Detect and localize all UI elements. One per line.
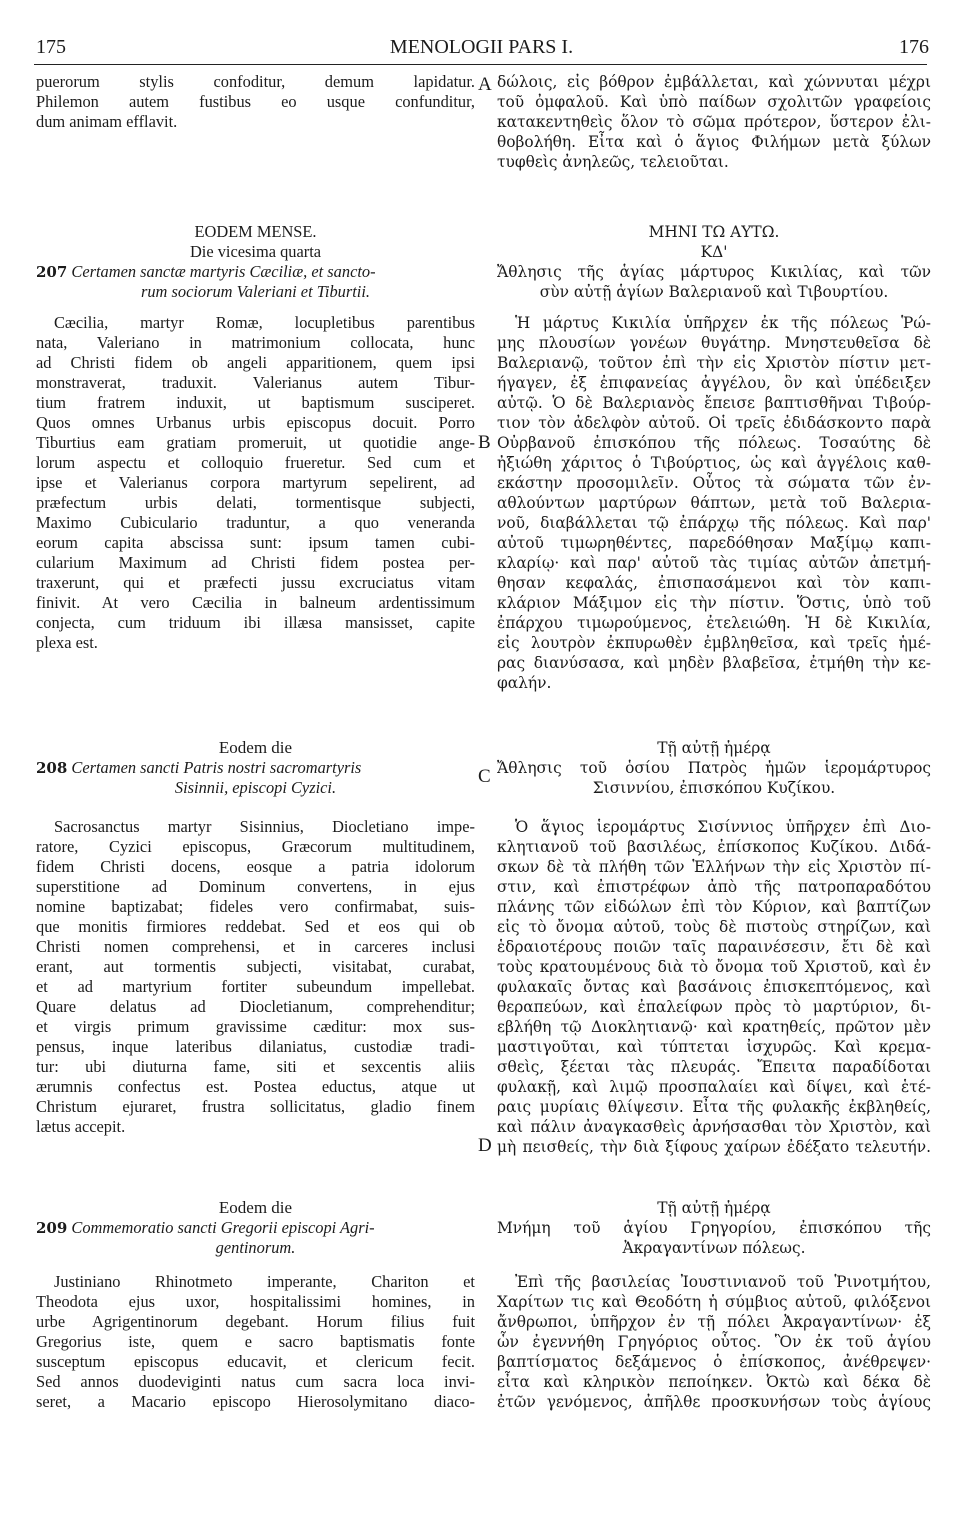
paragraph-line: finivit. At vero Cæcilia in balneum ardentissimum: [36, 593, 475, 612]
paragraph-line: erant, aut tormentis subjecti, visitabat, curabat,: [36, 957, 475, 976]
paragraph-line: εἶτα καὶ κληρικὸν πεποίηκεν. Ὀκτὼ καὶ δέκα δὲ: [497, 1373, 931, 1391]
paragraph-line: cularium Maximum ad Christi fidem postea per-: [36, 553, 475, 572]
paragraph-line: traxerunt, qui et præfecti jussu excruciatus vitam: [36, 573, 475, 592]
paragraph-line: εἰς τὸ ὄνομα αὐτοῦ, τοὺς δὲ πιστοὺς στηρίζων, καὶ: [497, 918, 931, 936]
latin-intro-line: puerorum stylis confoditur, demum lapidatur.: [36, 72, 475, 91]
paragraph-line: ἄνθρωποι, ὑπῆρχον ἐν τῇ πόλει Ἀκραγαντίνων· ἐξ: [497, 1313, 931, 1331]
paragraph-line: ad Christi fidem ob angeli apparitionem, quem ipsi: [36, 353, 475, 372]
paragraph-line: Quare delatus ad Diocletianum, comprehenditur;: [36, 997, 475, 1016]
paragraph-line: κλάριον Μάξιμον εἰς τὴν πίστιν. Ὅστις, ὑπὸ τοῦ: [497, 594, 931, 612]
paragraph-line: τοὺς κρατουμένους διὰ τὸ ὄνομα τοῦ Χριστοῦ, καὶ ἐν: [497, 958, 931, 976]
paragraph-line: μης πλουσίων γονέων θυγάτηρ. Μνηστευθεῖσα δὲ: [497, 334, 931, 352]
paragraph-line: σκων δὲ τὰ πλήθη τῶν Ἑλλήνων τὴν εἰς Χριστὸν πί-: [497, 858, 931, 876]
day-heading: Τῇ αὐτῇ ἡμέρᾳ: [657, 739, 771, 757]
month-heading: EODEM MENSE.: [194, 222, 317, 241]
latin-intro-line: dum animam efflavit.: [36, 112, 178, 131]
paragraph-line: nomine baptizabat; fideles vero confirmabat, suis-: [36, 897, 475, 916]
section-title: Ἄθλησις τῆς ἁγίας μάρτυρος Κικιλίας, καὶ τῶν: [497, 263, 931, 281]
paragraph-line: εβλήθη τῷ Διοκλητιανῷ· καὶ κρατηθείς, πρῶτον μὲν: [497, 1018, 931, 1036]
paragraph-line: τιον τὸν ἀδελφὸν αὐτοῦ. Οἱ τρεῖς ἐδιδάσκοντο παρὰ: [497, 414, 931, 432]
paragraph-line: εἰς λουτρὸν ἐκπυρωθὲν ἐμβληθεῖσα, καὶ τρεῖς ἡμέ-: [497, 634, 931, 652]
paragraph-line: Christi nomen comprehensi, et in carceres inclusi: [36, 937, 475, 956]
paragraph-line: conjecta, cum triduum ibi illæsa mansisset, capite: [36, 613, 475, 632]
latin-section-209: [36, 1198, 475, 1412]
paragraph-line: ipse et Valerianus corpora martyrum sepelirent, ad: [36, 473, 475, 492]
paragraph-line: eorum capita abscissa sunt: ipsum tamen cubi-: [36, 533, 475, 552]
header-rule: [34, 64, 927, 65]
section-number: 209: [36, 1219, 68, 1237]
paragraph-line: βαπτίσματος δεξάμενος ὁ ἐπίσκοπος, ἀνέθρεψεν·: [497, 1353, 931, 1371]
left-page-number: 175: [36, 36, 66, 58]
paragraph-line: ἑδραιοτέρους ποιῶν ταῖς παραινέσεσιν, ἔτι δὲ καὶ: [497, 938, 931, 956]
latin-section-208: [36, 738, 475, 1137]
section-title-cont: σὺν αὐτῇ ἁγίων Βαλεριανοῦ καὶ Τιβουρτίου.: [539, 283, 889, 301]
paragraph-line: φυλακαῖς ὄντας καὶ βασάνοις ἐπισκεπτόμενος, καὶ: [497, 978, 931, 996]
paragraph-line: εκάστην προσομιλεῖν. Οὗτος τὰ σώματα τῶν ἐν-: [497, 474, 931, 492]
paragraph-line: Sacrosanctus martyr Sisinnius, Diocletiano impe-: [54, 817, 475, 836]
latin-section-207: [36, 222, 475, 653]
greek-intro-line: δώλοις, εἰς βόθρον ἐμβάλλεται, καὶ χώννυται μέχρι: [497, 73, 931, 91]
paragraph-line: Gregorius iste, quem e sacro baptismatis fonte: [36, 1332, 475, 1351]
paragraph-line: præfectum urbis delati, tormentisque subjecti,: [36, 493, 475, 512]
paragraph-line: Cæcilia, martyr Romæ, locupletibus parentibus: [54, 313, 475, 332]
paragraph-line: Ὁ ἅγιος ἱερομάρτυς Σισίννιος ὑπῆρχεν ἐπὶ Διο-: [515, 818, 931, 836]
section-title: 208 Certamen sancti Patris nostri sacromartyris: [36, 758, 362, 777]
paragraph-line: Βαλεριανῷ, τοῦτον ἐπὶ τὴν εἰς Χριστὸν πίστιν μετ-: [497, 354, 931, 372]
paragraph-line: plexa est.: [36, 633, 98, 652]
greek-intro-line: τοῦ ὀμφαλοῦ. Καὶ ὑπὸ παίδων σχολιτῶν γραφείοις: [497, 93, 931, 111]
section-title-cont: gentinorum.: [215, 1238, 296, 1257]
paragraph-line: ἐπάρχου τιμωρούμενος, ἐτελειώθη. Ἡ δὲ Κικιλία,: [497, 614, 931, 632]
month-heading: ΜΗΝΙ ΤΩ ΑΥΤΩ.: [648, 223, 780, 241]
paragraph-line: ραις μυρίαις θλίψεσιν. Εἶτα τῆς φυλακῆς ἐκβληθείς,: [497, 1098, 931, 1116]
paragraph-line: Ἡ μάρτυς Κικιλία ὑπῆρχεν ἐκ τῆς πόλεως Ῥώ-: [515, 314, 931, 332]
greek-intro-line: τυφθεὶς ἀνηλεῶς, τελειοῦται.: [497, 153, 729, 171]
paragraph-line: Ἐπὶ τῆς βασιλείας Ἰουστινιανοῦ τοῦ Ῥινοτμήτου,: [515, 1273, 931, 1291]
greek-section-208: [497, 738, 931, 1157]
paragraph-line: Οὐρβανοῦ ἐπισκόπου τῆς πόλεως. Τοσαύτης δὲ: [497, 434, 931, 452]
paragraph-line: μὴ πεισθείς, τὴν διὰ ξίφους χαίρων ἐδέξατο τελευτήν.: [497, 1138, 931, 1156]
paragraph-line: νοῦ, διαβάλλεται τῷ ἐπάρχῳ τῆς πόλεως. Καὶ παρ': [497, 514, 931, 532]
paragraph-line: καὶ πάλιν ἀναγκασθεὶς ἀρνήσασθαι τὸν Χριστὸν, καὶ: [497, 1118, 931, 1136]
latin-intro: [36, 72, 475, 132]
paragraph-line: φυλακῇ, καὶ λιμῷ προσπαλαίει καὶ δίψει, καὶ ἑτέ-: [497, 1078, 931, 1096]
paragraph-line: Justiniano Rhinotmeto imperante, Chariton et: [54, 1272, 475, 1291]
right-page-number: 176: [899, 36, 929, 58]
greek-section-207: [497, 222, 931, 693]
paragraph-line: que monitis firmiores reddebat. Sed et eos qui ob: [36, 917, 475, 936]
paragraph-line: seret, a Macario episcopo Hierosolymitano diaco-: [36, 1392, 475, 1411]
paragraph-line: et ad martyrium fortiter subeundum impellebat.: [36, 977, 475, 996]
margin-letter-a: A: [478, 74, 492, 95]
day-heading: Τῇ αὐτῇ ἡμέρᾳ: [657, 1199, 771, 1217]
paragraph-line: αὐτοῦ τιμωρηθέντες, παρεδόθησαν Μαξίμῳ καπι-: [497, 534, 931, 552]
latin-intro-line: Philemon autem fustibus eo usque confunditur,: [36, 92, 475, 111]
paragraph-line: et virgis primum gravissime cæditur: mox sus-: [36, 1017, 475, 1036]
section-title: Μνήμη τοῦ ἁγίου Γρηγορίου, ἐπισκόπου τῆς: [497, 1219, 931, 1237]
paragraph-line: lorum aspectu et colloquio frueretur. Sed cum et: [36, 453, 475, 472]
margin-letter-d: D: [478, 1135, 492, 1156]
paragraph-line: urbe Agrigentinorum degebant. Horum filius fuit: [36, 1312, 475, 1331]
margin-letter-c: C: [478, 766, 491, 787]
paragraph-line: ærumnis confectus est. Postea eductus, atque ut: [36, 1077, 475, 1096]
paragraph-line: nata, Valeriano in matrimonium collocata, hunc: [36, 333, 475, 352]
paragraph-line: αθλούντων μαρτύρων θάπτων, μετὰ τοῦ Βαλερια-: [497, 494, 931, 512]
paragraph-line: susceptum episcopus educavit, et clericum fecit.: [36, 1352, 475, 1371]
paragraph-line: πλάνης τῶν εἰδώλων ἐπὶ τὸν Κύριον, καὶ βαπτίζων: [497, 898, 931, 916]
section-title-cont: Sisinnii, episcopi Cyzici.: [174, 778, 337, 797]
paragraph-line: monstraverat, traduxit. Valerianus autem Tibur-: [36, 373, 475, 392]
paragraph-line: fidem Christi docens, eosque a patria idolorum: [36, 857, 475, 876]
paragraph-line: θεραπεύων, καὶ ἐπαλείφων πρὸς τὸ μαρτύριον, δι-: [497, 998, 931, 1016]
paragraph-line: ἠξιώθη χάριτος ὁ Τιβούρτιος, ὡς καὶ ἀγγέλοις καθ-: [497, 454, 931, 472]
section-title: Ἄθλησις τοῦ ὁσίου Πατρὸς ἡμῶν ἱερομάρτυρος: [497, 759, 931, 777]
paragraph-line: Χαρίτων τις καὶ Θεοδότη ἡ σύμβιος αὐτοῦ, φιλόξενοι: [497, 1293, 931, 1311]
day-heading: ΚΔ': [700, 243, 728, 261]
section-title-cont: Σισιννίου, ἐπισκόπου Κυζίκου.: [592, 779, 836, 797]
greek-intro: [497, 72, 931, 172]
paragraph-line: ἐτῶν γενόμενος, ἀπῆλθε προσκυνήσων τοὺς ἁγίους: [497, 1393, 931, 1411]
section-title-cont: rum sociorum Valeriani et Tiburtii.: [140, 282, 371, 301]
paragraph-line: ὧν ἐγεννήθη Γρηγόριος οὗτος. Ὃν ἐκ τοῦ ἁγίου: [497, 1333, 931, 1351]
paragraph-line: ήγαγεν, ἐξ ἐπιφανείας ἀγγέλου, ὃν καὶ ὑπέδειξεν: [497, 374, 931, 392]
paragraph-line: κλητιανοῦ τοῦ βασιλέως, ἐπίσκοπος Κυζίκου. Διδά-: [497, 838, 931, 856]
paragraph-line: ratore, Cyzici episcopus, Græcorum multitudinem,: [36, 837, 475, 856]
paragraph-line: μαστιγοῦται, καὶ τύπτεται ἰσχυρῶς. Καὶ κρεμα-: [497, 1038, 931, 1056]
paragraph-line: Sed annos duodeviginti natus cum sacra loca invi-: [36, 1372, 475, 1391]
paragraph-line: Theodota ejus uxor, hospitalissimi homines, in: [36, 1292, 475, 1311]
paragraph-line: θησαν κεφαλάς, ἐπισπασάμενοι καὶ τὸν καπι-: [497, 574, 931, 592]
day-heading: Eodem die: [218, 1198, 293, 1217]
paragraph-line: tur: ubi diuturna fame, siti et sexcentis aliis: [36, 1057, 475, 1076]
section-title: 207 Certamen sanctæ martyris Cæciliæ, et sancto-: [36, 262, 376, 281]
paragraph-line: αὐτῷ. Ὁ δὲ Βαλεριανὸς ἔπεισε βαπτισθῆναι Τιβούρ-: [497, 394, 931, 412]
paragraph-line: pensus, inque lateribus dilaniatus, custodiæ tradi-: [36, 1037, 475, 1056]
paragraph-line: φαλήν.: [497, 674, 552, 692]
margin-letter-b: B: [478, 432, 491, 453]
section-number: 207: [36, 263, 68, 281]
paragraph-line: ρας διανύσασα, καὶ μηδὲν βλαβεῖσα, ἐτμήθη τὴν κε-: [497, 654, 931, 672]
running-title: MENOLOGII PARS I.: [389, 36, 574, 58]
paragraph-line: lætus accepit.: [36, 1117, 126, 1136]
day-heading: Die vicesima quarta: [189, 242, 322, 261]
paragraph-line: Quos omnes Urbanus urbis episcopus docuit. Porro: [36, 413, 475, 432]
paragraph-line: tium fratrem induxit, ut baptismum susciperet.: [36, 393, 475, 412]
greek-section-209: [497, 1198, 931, 1412]
paragraph-line: Tiburtius eam gratiam promeruit, ut quotidie ange-: [36, 433, 475, 452]
paragraph-line: σθεὶς, ξέεται τὰς πλευράς. Ἔπειτα παραδίδοται: [497, 1058, 931, 1076]
paragraph-line: superstitione ad Dominum convertens, in ejus: [36, 877, 475, 896]
section-number: 208: [36, 759, 68, 777]
paragraph-line: στιν, καὶ ἐπιστρέφων ἀπὸ τῆς πατροπαραδότου: [497, 878, 931, 896]
greek-intro-line: κατακεντηθεὶς ὅλον τὸ σῶμα πρότερον, ὕστερον ἐλι-: [497, 113, 931, 131]
section-title-cont: Ἀκραγαντίνων πόλεως.: [622, 1239, 806, 1257]
paragraph-line: Christum ejuraret, frustra sollicitatus, gladio finem: [36, 1097, 475, 1116]
section-title: 209 Commemoratio sancti Gregorii episcopi Agri-: [36, 1218, 375, 1237]
paragraph-line: κλαρίῳ· καὶ παρ' αὐτοῦ τὰς τιμίας αὐτῶν ἀπετμή-: [497, 554, 931, 572]
greek-intro-line: θοβολήθη. Εἶτα καὶ ὁ ἅγιος Φιλήμων μετὰ ξύλων: [497, 133, 931, 151]
paragraph-line: Maximo Cubiculario traduntur, a quo veneranda: [36, 513, 475, 532]
day-heading: Eodem die: [218, 738, 293, 757]
